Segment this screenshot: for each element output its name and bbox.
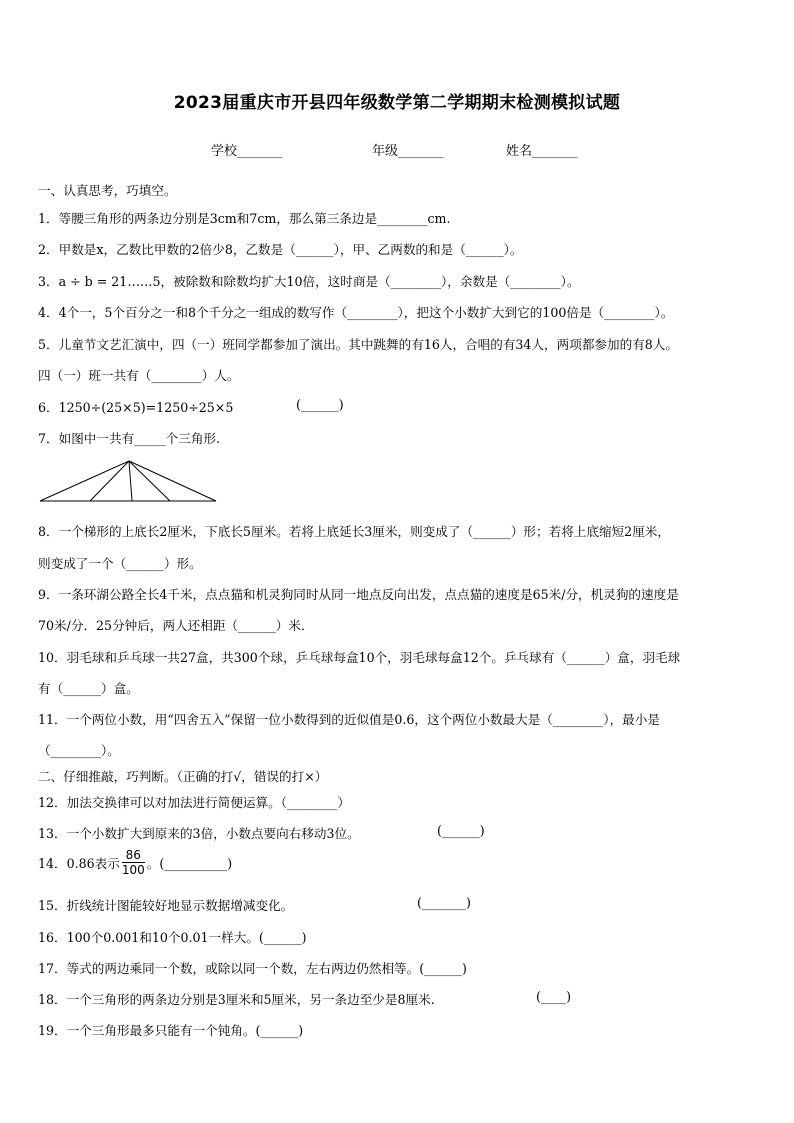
question-11-line-2: （________）。 bbox=[38, 743, 120, 758]
question-14-text: 14．0.86表示 bbox=[38, 856, 120, 871]
question-17: 17．等式的两边乘同一个数，或除以同一个数，左右两边仍然相等。(______) bbox=[38, 961, 467, 976]
grade-field: 年级_______ bbox=[372, 144, 444, 159]
question-5-line-1: 5．儿童节文艺汇演中，四（一）班同学都参加了演出。其中跳舞的有16人，合唱的有34人，两项都参加的有8人。 bbox=[38, 337, 678, 352]
section-heading-true-false: 二、仔细推敲，巧判断。（正确的打√，错误的打×） bbox=[38, 769, 328, 784]
question-13-answer-blank: (______) bbox=[437, 823, 485, 838]
question-6-answer-blank: (______) bbox=[296, 397, 344, 412]
triangle-figure bbox=[38, 459, 218, 505]
fraction-86-100 bbox=[122, 848, 145, 877]
school-field: 学校_______ bbox=[211, 144, 283, 159]
question-12: 12．加法交换律可以对加法进行简便运算。（________） bbox=[38, 795, 350, 810]
name-field: 姓名_______ bbox=[506, 144, 578, 159]
fraction-denominator: 100 bbox=[121, 863, 145, 877]
question-9-line-1: 9．一条环湖公路全长4千米，点点猫和机灵狗同时从同一地点反向出发，点点猫的速度是65米/分，机灵狗的速度是 bbox=[38, 587, 679, 602]
fraction-numerator: 86 bbox=[122, 848, 145, 863]
question-8-line-1: 8．一个梯形的上底长2厘米，下底长5厘米。若将上底延长3厘米，则变成了（______）形；若将上底缩短2厘米， bbox=[38, 524, 670, 539]
question-10-line-1: 10．羽毛球和乒乓球一共27盒，共300个球，乒乓球每盒10个，羽毛球每盒12个。乒乓球有（______）盒，羽毛球 bbox=[38, 650, 681, 665]
page-title: 2023届重庆市开县四年级数学第二学期期末检测模拟试题 bbox=[173, 93, 621, 113]
question-9-line-2: 70米/分．25分钟后，两人还相距（______）米． bbox=[38, 618, 314, 633]
question-7: 7．如图中一共有_____个三角形. bbox=[38, 431, 221, 446]
question-5-line-2: 四（一）班一共有（________）人。 bbox=[38, 368, 240, 383]
question-6: 6．1250÷(25×5)=1250÷25×5 bbox=[38, 400, 234, 415]
question-10-line-2: 有（______）盒。 bbox=[38, 681, 139, 696]
question-16: 16．100个0.001和10个0.01一样大。(______) bbox=[38, 930, 307, 945]
question-14 bbox=[38, 848, 232, 877]
question-15-answer-blank: (_______) bbox=[417, 895, 471, 910]
question-3: 3．a ÷ b = 21……5，被除数和除数均扩大10倍，这时商是（________），余数是（________）。 bbox=[38, 274, 580, 289]
question-19: 19．一个三角形最多只能有一个钝角。(______) bbox=[38, 1023, 304, 1038]
question-18: 18．一个三角形的两条边分别是3厘米和5厘米，另一条边至少是8厘米. bbox=[38, 992, 435, 1007]
question-18-answer-blank: (____) bbox=[536, 989, 572, 1004]
question-1: 1．等腰三角形的两条边分别是3cm和7cm，那么第三条边是________cm. bbox=[38, 211, 451, 226]
question-2: 2．甲数是x，乙数比甲数的2倍少8，乙数是（______），甲、乙两数的和是（______）。 bbox=[38, 242, 523, 257]
question-15: 15．折线统计图能较好地显示数据增减变化。 bbox=[38, 898, 294, 913]
question-4: 4．4个一，5个百分之一和8个千分之一组成的数写作（________），把这个小数扩大到它的100倍是（________）。 bbox=[38, 305, 674, 320]
section-heading-fill-blank: 一、认真思考，巧填空。 bbox=[38, 183, 177, 198]
question-11-line-1: 11．一个两位小数，用“四舍五入”保留一位小数得到的近似值是0.6，这个两位小数最大是（________），最小是 bbox=[38, 712, 660, 727]
question-13: 13．一个小数扩大到原来的3倍，小数点要向右移动3位。 bbox=[38, 826, 360, 841]
question-8-line-2: 则变成了一个（______）形。 bbox=[38, 556, 202, 571]
question-14-answer-blank: 。(__________) bbox=[146, 856, 233, 871]
